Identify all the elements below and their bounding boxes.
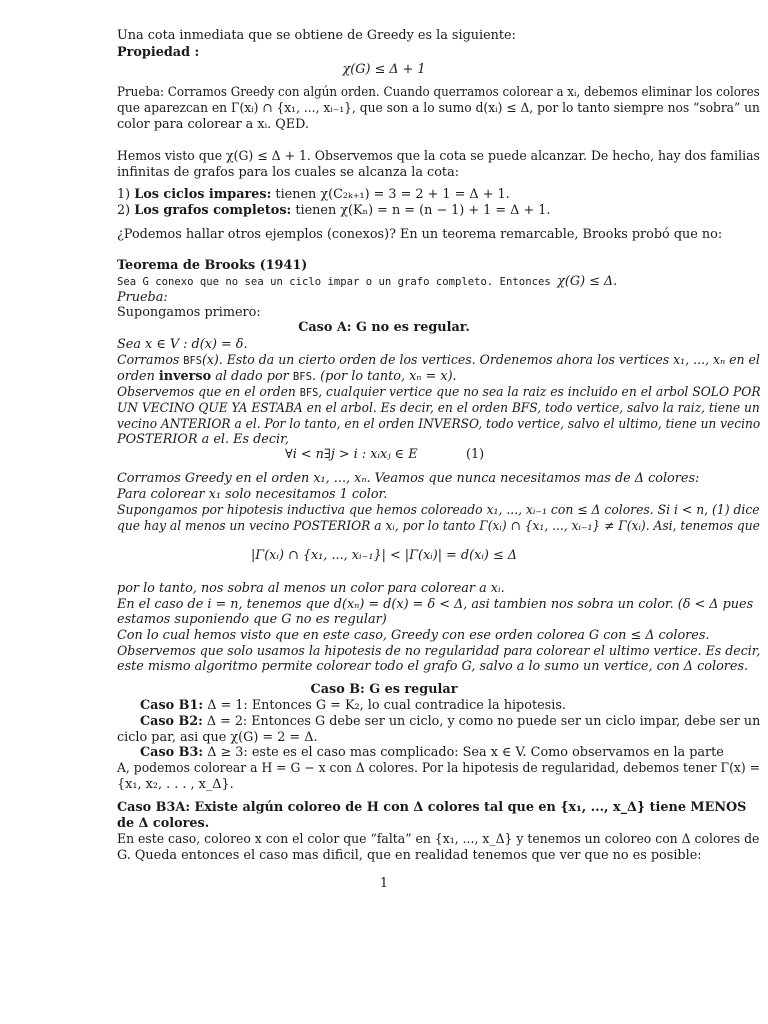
case-b3a-heading-1: Caso B3A: Existe algún coloreo de H con Δ colores tal que en {x₁, ..., x_Δ} tiene MENOS xyxy=(117,800,747,815)
bound-paragraph-line-1: Hemos visto que χ(G) ≤ Δ + 1. Observemos que la cota se puede alcanzar. De hecho, hay dos familias xyxy=(117,149,760,164)
case-a-conclusion-2: En el caso de i = n, tenemos que d(xₙ) = d(x) = δ < Δ, asi tambien nos sobra un color. (δ < Δ pues xyxy=(117,597,754,612)
case-b1: Caso B1: Δ = 1: Entonces G = K₂, lo cual contradice la hipotesis. xyxy=(140,698,566,713)
question-line: ¿Podemos hallar otros ejemplos (conexos)? En un teorema remarcable, Brooks probó que no: xyxy=(117,227,723,242)
case-a-conclusion-3: estamos suponiendo que G no es regular) xyxy=(117,612,387,627)
inequality-display: |Γ(xᵢ) ∩ {x₁, ..., xᵢ₋₁}| < |Γ(xᵢ)| = d(xᵢ) ≤ Δ xyxy=(251,548,517,563)
case-b2-line-1: Caso B2: Δ = 2: Entonces G debe ser un ciclo, y como no puede ser un ciclo impar, debe ser un xyxy=(140,714,761,729)
case-a-conclusion-6: este mismo algoritmo permite colorear todo el grafo G, salvo a lo sumo un vertice, con Δ colores. xyxy=(117,659,749,674)
proof-label: Prueba: xyxy=(117,290,168,305)
case-a-line-6: vecino ANTERIOR a el. Por lo tanto, en el orden INVERSO, todo vertice, salvo el ultimo, tiene un vecino xyxy=(117,417,761,432)
greedy-line-3: Supongamos por hipotesis inductiva que hemos coloreado x₁, ..., xᵢ₋₁ con ≤ Δ colores. Si i < n, (1) dice xyxy=(117,503,760,518)
greedy-line-1: Corramos Greedy en el orden x₁, ..., xₙ. Veamos que nunca necesitamos mas de Δ colores: xyxy=(117,471,700,486)
case-a-line-7: POSTERIOR a el. Es decir, xyxy=(117,432,289,447)
equation-1-number: (1) xyxy=(466,447,485,462)
case-b3-line-3: {x₁, x₂, . . . , x_Δ}. xyxy=(117,777,234,792)
case-b3-line-1: Caso B3: Δ ≥ 3: este es el caso mas complicado: Sea x ∈ V. Como observamos en la parte xyxy=(140,745,724,760)
case-a-line-4: Observemos que en el orden BFS, cualquier vertice que no sea la raiz es incluido en el arbol SOLO POR xyxy=(117,385,761,400)
proof-line-1: Prueba: Corramos Greedy con algún orden. Cuando querramos colorear a xᵢ, debemos eliminar los colores xyxy=(117,85,760,100)
case-b3a-heading-2: de Δ colores. xyxy=(117,816,210,831)
suppose-first: Supongamos primero: xyxy=(117,305,261,320)
greedy-line-4: que hay al menos un vecino POSTERIOR a xᵢ, por lo tanto Γ(xᵢ) ∩ {x₁, ..., xᵢ₋₁} ≠ Γ(xᵢ). Asi, tenemos que xyxy=(117,519,760,534)
bound-paragraph-line-2: infinitas de grafos para los cuales se alcanza la cota: xyxy=(117,165,460,180)
family-odd-cycles: 1) Los ciclos impares: tienen χ(C₂ₖ₊₁) = 3 = 2 + 1 = Δ + 1. xyxy=(117,187,510,202)
case-b3a-line-1: En este caso, coloreo x con el color que “falta” en {x₁, ..., x_Δ} y tenemos un coloreo con Δ colores de xyxy=(117,832,760,847)
case-b-heading: Caso B: G es regular xyxy=(310,682,458,697)
page-number: 1 xyxy=(379,876,389,891)
equation-1: ∀i < n∃j > i : xᵢxⱼ ∈ E xyxy=(285,447,418,462)
case-a-conclusion-4: Con lo cual hemos visto que en este caso, Greedy con ese orden colorea G con ≤ Δ colores. xyxy=(117,628,710,643)
intro-line: Una cota inmediata que se obtiene de Greedy es la siguiente: xyxy=(117,28,516,43)
case-a-conclusion-1: por lo tanto, nos sobra al menos un color para colorear a xᵢ. xyxy=(117,581,505,596)
case-b3a-line-2: G. Queda entonces el caso mas dificil, que en realidad tenemos que ver que no es posible: xyxy=(117,848,702,863)
case-a-line-5: UN VECINO QUE YA ESTABA en el arbol. Es decir, en el orden BFS, todo vertice, salvo la raiz, tiene un xyxy=(117,401,760,416)
case-b3-line-2: A, podemos colorear a H = G − x con Δ colores. Por la hipotesis de regularidad, debemos tener Γ(x) = xyxy=(117,761,761,776)
property-heading: Propiedad : xyxy=(117,45,200,60)
brooks-theorem-statement: Sea G conexo que no sea un ciclo impar o un grafo completo. Entonces χ(G) ≤ Δ. xyxy=(117,274,618,289)
proof-line-3: color para colorear a xᵢ. QED. xyxy=(117,117,309,132)
case-a-heading: Caso A: G no es regular. xyxy=(298,320,470,335)
case-b2-line-2: ciclo par, asi que χ(G) = 2 = Δ. xyxy=(117,730,318,745)
brooks-theorem-heading: Teorema de Brooks (1941) xyxy=(117,258,308,273)
case-a-line-2: Corramos BFS(x). Esto da un cierto orden de los vertices. Ordenemos ahora los vertices x₁, ..., xₙ en el xyxy=(117,353,760,368)
proof-line-2: que aparezcan en Γ(xᵢ) ∩ {x₁, ..., xᵢ₋₁}, que son a lo sumo d(xᵢ) ≤ Δ, por lo tanto siempre nos “sobra” un xyxy=(117,101,760,116)
case-a-conclusion-5: Observemos que solo usamos la hipotesis de no regularidad para colorear el ultimo vertice. Es decir, xyxy=(117,644,761,659)
case-a-line-3: orden inverso al dado por BFS. (por lo tanto, xₙ = x). xyxy=(117,369,457,384)
greedy-line-2: Para colorear x₁ solo necesitamos 1 color. xyxy=(117,487,388,502)
property-formula: χ(G) ≤ Δ + 1 xyxy=(342,62,426,77)
case-a-line-1: Sea x ∈ V : d(x) = δ. xyxy=(117,337,248,352)
family-complete-graphs: 2) Los grafos completos: tienen χ(Kₙ) = n = (n − 1) + 1 = Δ + 1. xyxy=(117,203,551,218)
